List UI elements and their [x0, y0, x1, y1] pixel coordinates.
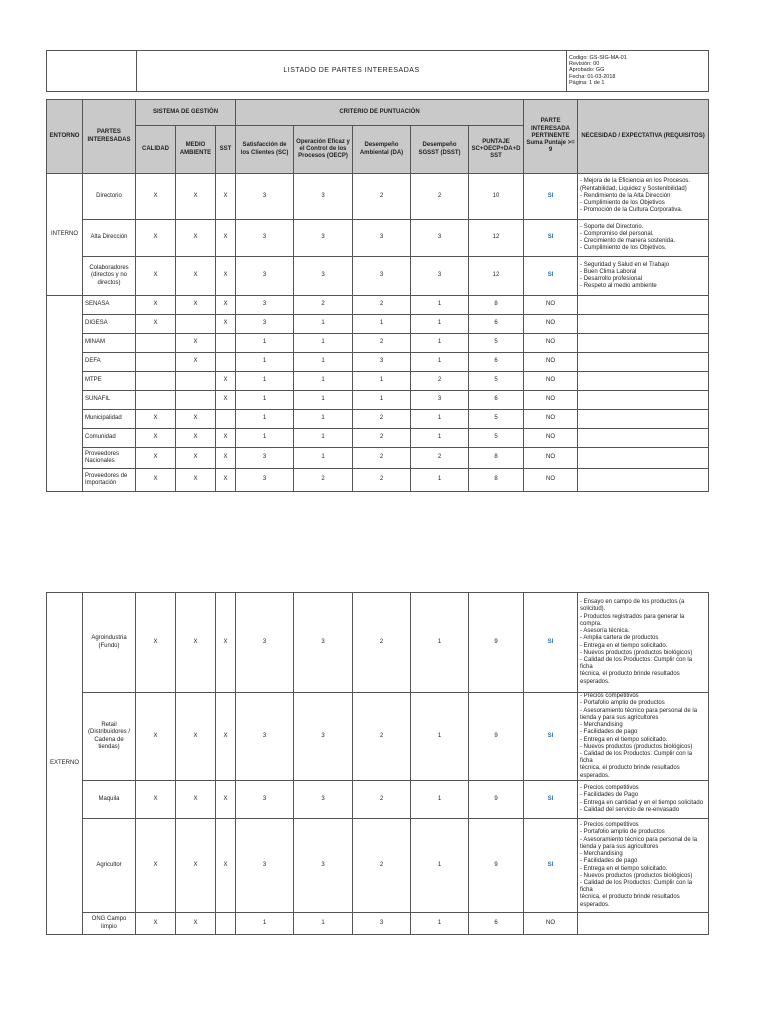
needs-cell	[578, 174, 709, 220]
needs-cell	[578, 781, 709, 819]
score-total: 6	[469, 913, 524, 935]
score-oecp: 1	[294, 913, 353, 935]
score-sc: 1	[236, 353, 294, 372]
score-dsst: 1	[411, 353, 469, 372]
pertinent-flag: SI	[524, 593, 578, 693]
calidad-mark: X	[136, 174, 176, 220]
pertinent-flag: SI	[524, 819, 578, 913]
col-pertinente: PARTE INTERESADA PERTINENTE Suma Puntaje >= 9	[524, 100, 578, 174]
table-row	[47, 334, 709, 353]
entorno-interno: INTERNO	[47, 174, 83, 296]
pertinent-flag: NO	[524, 391, 578, 410]
medio-ambiente-mark: X	[176, 693, 216, 781]
score-dsst: 3	[411, 257, 469, 296]
score-sc: 3	[236, 448, 294, 469]
calidad-mark	[136, 353, 176, 372]
score-oecp: 3	[294, 693, 353, 781]
score-oecp: 1	[294, 353, 353, 372]
sst-mark: X	[216, 257, 236, 296]
calidad-mark: X	[136, 410, 176, 429]
meta-line: Codigo: GS-SIG-MA-01	[569, 55, 627, 61]
needs-line: - Promoción de la Cultura Corporativa.	[580, 207, 683, 214]
score-oecp: 2	[294, 296, 353, 315]
needs-cell	[578, 448, 709, 469]
table-row	[47, 174, 709, 220]
pertinent-flag: NO	[524, 315, 578, 334]
medio-ambiente-mark: X	[176, 448, 216, 469]
table-row	[47, 593, 709, 693]
party-name: ONG Campo limpio	[83, 913, 136, 935]
score-da: 2	[353, 448, 411, 469]
table-row	[47, 429, 709, 448]
score-da: 2	[353, 334, 411, 353]
medio-ambiente-mark: X	[176, 819, 216, 913]
needs-cell	[578, 315, 709, 334]
medio-ambiente-mark: X	[176, 781, 216, 819]
score-oecp: 1	[294, 391, 353, 410]
score-sc: 3	[236, 693, 294, 781]
score-da: 2	[353, 693, 411, 781]
pertinent-flag: NO	[524, 410, 578, 429]
party-name: Maquila	[83, 781, 136, 819]
pertinent-flag: NO	[524, 372, 578, 391]
medio-ambiente-mark	[176, 315, 216, 334]
score-sc: 1	[236, 410, 294, 429]
score-dsst: 2	[411, 448, 469, 469]
sst-mark: X	[216, 296, 236, 315]
pertinent-flag: NO	[524, 913, 578, 935]
sst-mark: X	[216, 315, 236, 334]
score-dsst: 2	[411, 174, 469, 220]
calidad-mark: X	[136, 693, 176, 781]
score-dsst: 1	[411, 315, 469, 334]
calidad-mark: X	[136, 781, 176, 819]
sst-mark: X	[216, 469, 236, 492]
col-sst: SST	[216, 126, 236, 174]
needs-line: - Cumplimiento de los Objetivos	[580, 200, 665, 207]
score-total: 6	[469, 353, 524, 372]
needs-cell	[578, 429, 709, 448]
score-oecp: 1	[294, 334, 353, 353]
col-sistema: SISTEMA DE GESTIÓN	[136, 100, 236, 126]
col-da: Desempeño Ambiental (DA)	[353, 126, 411, 174]
document-title: LISTADO DE PARTES INTERESADAS	[137, 51, 567, 92]
score-da: 2	[353, 469, 411, 492]
score-dsst: 3	[411, 220, 469, 257]
score-sc: 1	[236, 334, 294, 353]
medio-ambiente-mark: X	[176, 429, 216, 448]
pertinent-flag: NO	[524, 353, 578, 372]
sst-mark: X	[216, 391, 236, 410]
col-criterio: CRITERIO DE PUNTUACIÓN	[236, 100, 524, 126]
medio-ambiente-mark: X	[176, 593, 216, 693]
score-sc: 3	[236, 257, 294, 296]
table-row	[47, 693, 709, 781]
pertinent-flag: SI	[524, 174, 578, 220]
calidad-mark: X	[136, 593, 176, 693]
sst-mark	[216, 353, 236, 372]
meta-line: Fecha: 01-03-2018	[569, 73, 616, 80]
score-total: 10	[469, 174, 524, 220]
sst-mark	[216, 410, 236, 429]
needs-cell	[578, 391, 709, 410]
score-oecp: 1	[294, 429, 353, 448]
needs-line: - Entrega en cantidad y en el tiempo solicitado	[580, 799, 704, 806]
table-row	[47, 353, 709, 372]
party-name: MINAM	[83, 334, 136, 353]
needs-line: - Mejora de la Eficiencia en los Procesos.	[580, 178, 691, 185]
score-sc: 3	[236, 174, 294, 220]
sst-mark: X	[216, 693, 236, 781]
score-total: 5	[469, 372, 524, 391]
pertinent-flag: NO	[524, 296, 578, 315]
needs-line: - Facilidades de Pago	[580, 792, 639, 799]
score-da: 2	[353, 410, 411, 429]
medio-ambiente-mark: X	[176, 410, 216, 429]
score-oecp: 3	[294, 220, 353, 257]
needs-line: técnica, el producto brinde resultados esperados.	[580, 765, 680, 779]
calidad-mark: X	[136, 315, 176, 334]
needs-line: - Seguridad y Salud en el Trabajo	[580, 261, 670, 268]
party-name: Comunidad	[83, 429, 136, 448]
needs-cell	[578, 334, 709, 353]
score-total: 9	[469, 819, 524, 913]
score-total: 6	[469, 391, 524, 410]
score-da: 1	[353, 391, 411, 410]
score-dsst: 1	[411, 693, 469, 781]
stakeholders-table	[46, 99, 709, 492]
needs-line: - Calidad de los Productos: Cumplir con la ficha	[580, 879, 693, 894]
table-row	[47, 220, 709, 257]
needs-cell	[578, 353, 709, 372]
col-oecp: Operación Eficaz y el Control de los Procesos (OECP)	[294, 126, 353, 174]
col-partes: PARTES INTERESADAS	[83, 100, 136, 174]
medio-ambiente-mark: X	[176, 296, 216, 315]
score-total: 8	[469, 296, 524, 315]
score-da: 3	[353, 913, 411, 935]
pertinent-flag: SI	[524, 257, 578, 296]
medio-ambiente-mark: X	[176, 913, 216, 935]
score-total: 12	[469, 220, 524, 257]
meta-line: Revisión: 00	[569, 61, 600, 68]
table-row	[47, 913, 709, 935]
score-da: 2	[353, 174, 411, 220]
calidad-mark	[136, 391, 176, 410]
score-dsst: 1	[411, 429, 469, 448]
needs-line: tienda y para sus agricultores	[580, 714, 659, 721]
table-row	[47, 469, 709, 492]
needs-line: - Precios competitivos	[580, 693, 639, 700]
needs-line: - Asesoramiento técnico para personal de la	[580, 836, 698, 843]
needs-line: - Portafolio amplio de productos	[580, 829, 665, 836]
score-oecp: 3	[294, 781, 353, 819]
logo-area	[47, 51, 137, 92]
needs-cell	[578, 220, 709, 257]
document-header	[46, 50, 709, 92]
pertinent-flag: NO	[524, 334, 578, 353]
needs-line: - Amplia cartera de productos	[580, 635, 659, 642]
score-total: 8	[469, 469, 524, 492]
score-oecp: 1	[294, 410, 353, 429]
calidad-mark: X	[136, 913, 176, 935]
needs-line: - Asesoría técnica.	[580, 628, 630, 635]
score-dsst: 1	[411, 819, 469, 913]
score-da: 3	[353, 220, 411, 257]
party-name: SUNAFIL	[83, 391, 136, 410]
score-oecp: 3	[294, 593, 353, 693]
medio-ambiente-mark	[176, 391, 216, 410]
score-total: 12	[469, 257, 524, 296]
score-sc: 3	[236, 220, 294, 257]
sst-mark: X	[216, 372, 236, 391]
needs-line: - Entrega en el tiempo solicitado.	[580, 736, 668, 743]
needs-line: - Rendimiento de la Alta Dirección	[580, 192, 671, 199]
score-da: 1	[353, 315, 411, 334]
score-total: 5	[469, 429, 524, 448]
party-name: MTPE	[83, 372, 136, 391]
needs-line: - Desarrollo profesional	[580, 276, 643, 282]
pertinent-flag: SI	[524, 693, 578, 781]
needs-cell	[578, 410, 709, 429]
score-total: 5	[469, 410, 524, 429]
needs-line: técnica, el producto brinde resultados esperados.	[580, 894, 680, 908]
medio-ambiente-mark: X	[176, 220, 216, 257]
needs-cell	[578, 296, 709, 315]
party-name: Proveedores de Importación	[83, 469, 136, 492]
party-name: Agricultor	[83, 819, 136, 913]
score-total: 5	[469, 334, 524, 353]
score-da: 2	[353, 781, 411, 819]
table-row	[47, 781, 709, 819]
score-sc: 1	[236, 391, 294, 410]
score-dsst: 1	[411, 296, 469, 315]
party-name: Alta Dirección	[83, 220, 136, 257]
needs-line: - Merchandising	[580, 851, 623, 858]
score-total: 8	[469, 448, 524, 469]
needs-line: tienda y para sus agricultores	[580, 843, 659, 850]
party-name: Agroindustria (Fundo)	[83, 593, 136, 693]
needs-line: - Entrega en el tiempo solicitado.	[580, 642, 668, 649]
needs-line: - Merchandising	[580, 722, 623, 729]
score-oecp: 1	[294, 448, 353, 469]
col-calidad: CALIDAD	[136, 126, 176, 174]
score-dsst: 1	[411, 469, 469, 492]
score-dsst: 1	[411, 913, 469, 935]
medio-ambiente-mark	[176, 372, 216, 391]
medio-ambiente-mark: X	[176, 353, 216, 372]
score-sc: 3	[236, 819, 294, 913]
needs-cell	[578, 593, 709, 693]
party-name: Retail (Distribuidores / Cadena de tiendas)	[83, 693, 136, 781]
medio-ambiente-mark: X	[176, 174, 216, 220]
calidad-mark: X	[136, 429, 176, 448]
needs-cell	[578, 819, 709, 913]
needs-line: - Calidad de los Productos: Cumplir con la ficha	[580, 750, 693, 765]
table-row	[47, 296, 709, 315]
calidad-mark: X	[136, 257, 176, 296]
score-da: 3	[353, 257, 411, 296]
calidad-mark: X	[136, 819, 176, 913]
score-dsst: 2	[411, 372, 469, 391]
needs-line: - Precios competitivos	[580, 785, 639, 792]
score-total: 9	[469, 593, 524, 693]
pertinent-flag: SI	[524, 220, 578, 257]
pertinent-flag: NO	[524, 469, 578, 492]
stakeholders-table-continued	[46, 592, 709, 935]
score-sc: 1	[236, 913, 294, 935]
score-da: 2	[353, 593, 411, 693]
calidad-mark	[136, 372, 176, 391]
score-total: 9	[469, 781, 524, 819]
score-da: 2	[353, 296, 411, 315]
score-sc: 3	[236, 315, 294, 334]
needs-line: - Ensayo en campo de los productos (a solicitud).	[580, 599, 685, 613]
medio-ambiente-mark: X	[176, 469, 216, 492]
calidad-mark	[136, 334, 176, 353]
calidad-mark: X	[136, 220, 176, 257]
sst-mark: X	[216, 819, 236, 913]
score-sc: 3	[236, 296, 294, 315]
needs-line: - Portafolio amplio de productos	[580, 700, 665, 707]
meta-line: Página: 1 de 1	[569, 79, 605, 86]
score-sc: 3	[236, 593, 294, 693]
needs-cell	[578, 913, 709, 935]
party-name: DEFA	[83, 353, 136, 372]
party-name: Municipalidad	[83, 410, 136, 429]
table-row	[47, 410, 709, 429]
col-medio: MEDIO AMBIENTE	[176, 126, 216, 174]
needs-cell	[578, 469, 709, 492]
calidad-mark: X	[136, 296, 176, 315]
sst-mark	[216, 913, 236, 935]
col-sc: Satisfacción de los Clientes (SC)	[236, 126, 294, 174]
table-row	[47, 448, 709, 469]
col-necesidad: NECESIDAD / EXPECTATIVA (REQUISITOS)	[578, 100, 709, 174]
needs-line: - Cumplimiento de los Objetivos.	[580, 245, 667, 252]
score-sc: 1	[236, 372, 294, 391]
medio-ambiente-mark: X	[176, 334, 216, 353]
score-sc: 3	[236, 781, 294, 819]
score-dsst: 3	[411, 391, 469, 410]
party-name: SENASA	[83, 296, 136, 315]
needs-line: - Calidad del servicio de re-envasado	[580, 806, 680, 813]
needs-line: - Respeto al medio ambiente	[580, 283, 657, 290]
table-row	[47, 315, 709, 334]
sst-mark: X	[216, 220, 236, 257]
sst-mark: X	[216, 174, 236, 220]
sst-mark: X	[216, 781, 236, 819]
needs-line: - Asesoramiento técnico para personal de la	[580, 707, 698, 714]
sst-mark: X	[216, 429, 236, 448]
pertinent-flag: SI	[524, 781, 578, 819]
score-dsst: 1	[411, 781, 469, 819]
party-name: Colaboradores (directos y no directos)	[83, 257, 136, 296]
needs-line: - Facilidades de pago	[580, 858, 638, 865]
score-dsst: 1	[411, 334, 469, 353]
sst-mark: X	[216, 448, 236, 469]
needs-line: técnica, el producto brinde resultados esperados.	[580, 671, 680, 685]
party-name: Proveedores Nacionales	[83, 448, 136, 469]
sst-mark: X	[216, 593, 236, 693]
calidad-mark: X	[136, 469, 176, 492]
col-puntaje: PUNTAJE SC+OECP+DA+D SST	[469, 126, 524, 174]
needs-line: - Buen Clima Laboral	[580, 268, 637, 275]
needs-line: - Soporte del Directorio.	[580, 223, 644, 230]
needs-cell	[578, 372, 709, 391]
pertinent-flag: NO	[524, 448, 578, 469]
entorno-externo-cell	[47, 296, 83, 492]
meta-line: Aprobado: GG	[569, 67, 605, 74]
medio-ambiente-mark: X	[176, 257, 216, 296]
score-oecp: 3	[294, 257, 353, 296]
table-row	[47, 391, 709, 410]
needs-line: - Nuevos productos (productos biológicos)	[580, 872, 693, 879]
table-row	[47, 372, 709, 391]
score-oecp: 3	[294, 819, 353, 913]
score-da: 2	[353, 819, 411, 913]
needs-line: - Entrega en el tiempo solicitado.	[580, 865, 668, 872]
needs-line: - Productos registrados para generar la compra.	[580, 613, 685, 627]
pertinent-flag: NO	[524, 429, 578, 448]
needs-cell	[578, 257, 709, 296]
score-oecp: 2	[294, 469, 353, 492]
col-entorno: ENTORNO	[47, 100, 83, 174]
col-dsst: Desempeño SGSST (DSST)	[411, 126, 469, 174]
needs-line: - Precios competitivos	[580, 822, 639, 829]
sst-mark	[216, 334, 236, 353]
score-sc: 3	[236, 469, 294, 492]
needs-line: - Nuevos productos (productos biológicos)	[580, 743, 693, 750]
needs-line: - Compromiso del personal.	[580, 230, 654, 237]
party-name: DIGESA	[83, 315, 136, 334]
needs-cell	[578, 693, 709, 781]
score-oecp: 3	[294, 174, 353, 220]
table-row	[47, 819, 709, 913]
score-dsst: 1	[411, 593, 469, 693]
score-total: 6	[469, 315, 524, 334]
score-dsst: 1	[411, 410, 469, 429]
score-oecp: 1	[294, 315, 353, 334]
score-oecp: 1	[294, 372, 353, 391]
score-da: 2	[353, 429, 411, 448]
table-row	[47, 257, 709, 296]
score-da: 3	[353, 353, 411, 372]
needs-line: - Calidad de los Productos: Cumplir con la ficha	[580, 656, 693, 671]
score-sc: 1	[236, 429, 294, 448]
entorno-externo: EXTERNO	[47, 593, 83, 935]
document-meta	[567, 51, 709, 92]
party-name: Directorio	[83, 174, 136, 220]
needs-line: (Rentabilidad, Liquidez y Sostenibilidad)	[580, 185, 687, 192]
score-total: 9	[469, 693, 524, 781]
calidad-mark: X	[136, 448, 176, 469]
needs-line: - Crecimiento de manera sostenida.	[580, 238, 676, 244]
needs-line: - Facilidades de pago	[580, 729, 638, 736]
needs-line: - Nuevos productos (productos biológicos)	[580, 649, 693, 656]
score-da: 1	[353, 372, 411, 391]
